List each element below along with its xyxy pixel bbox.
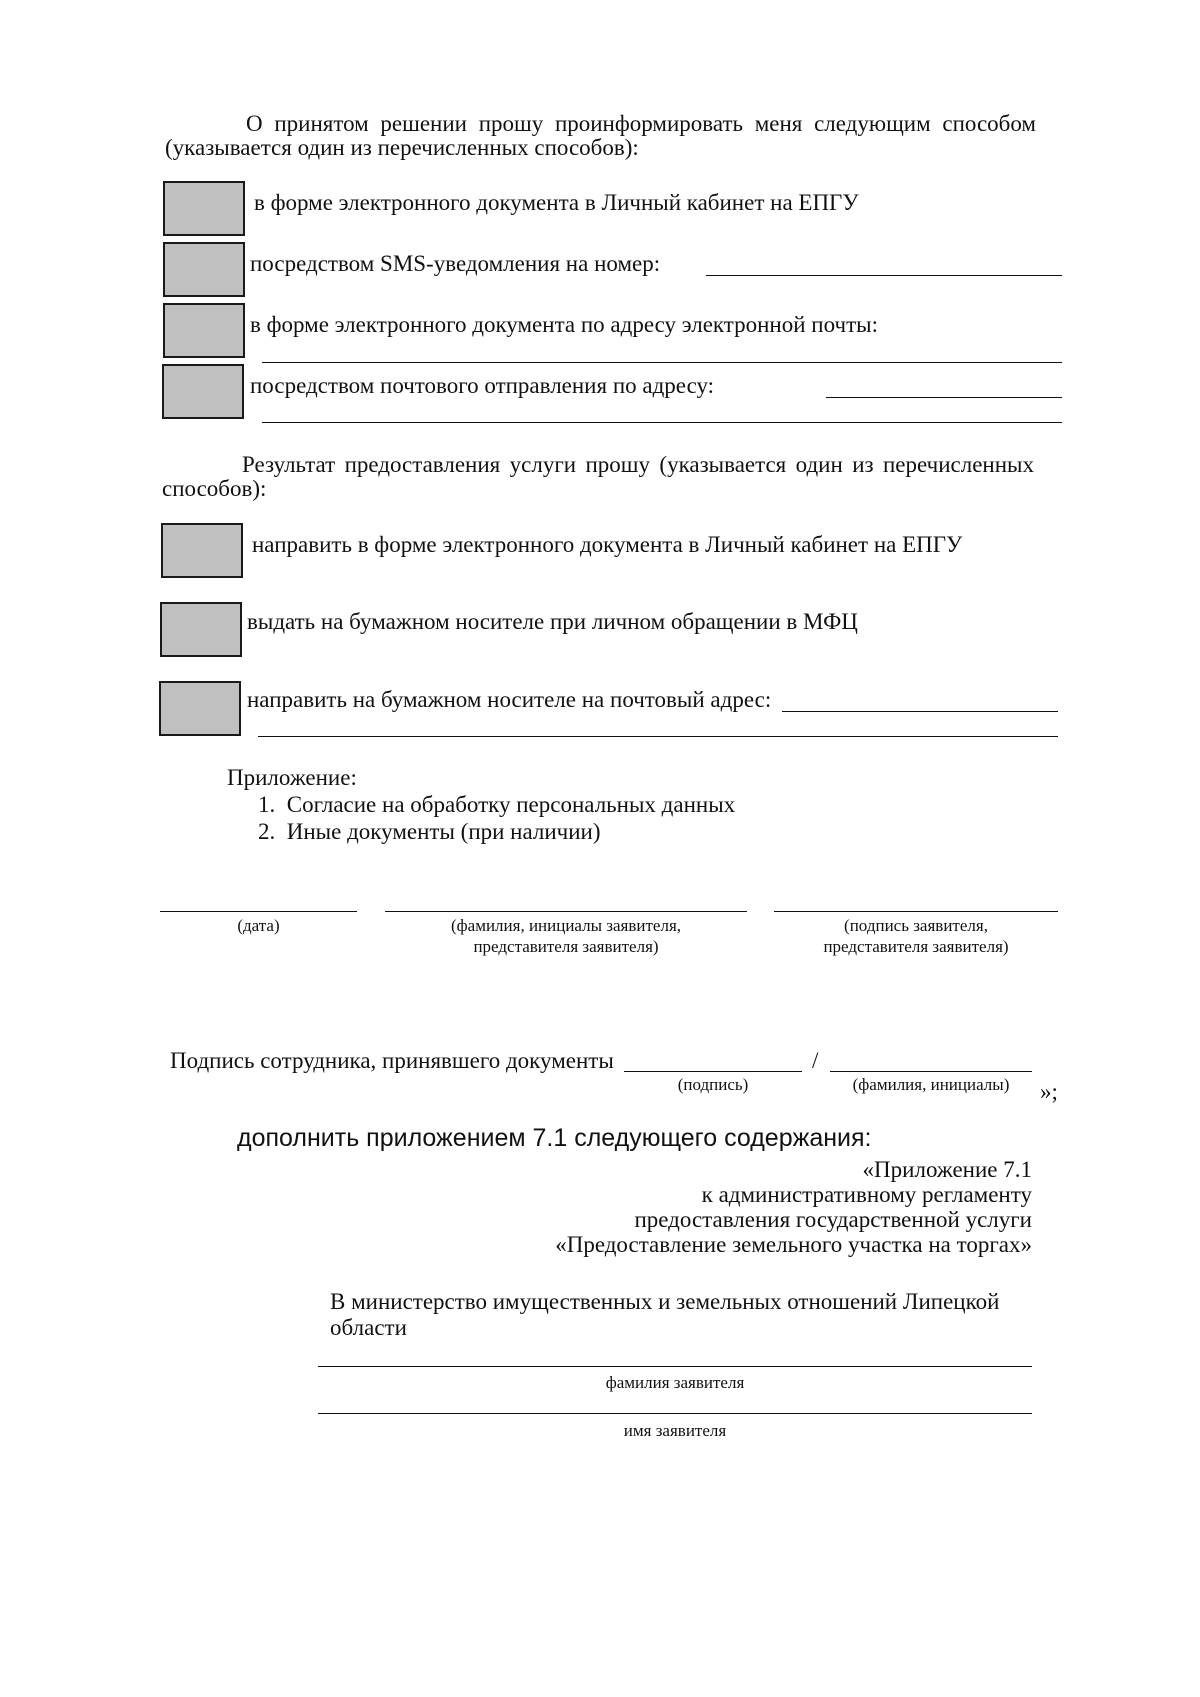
result-option-epgu-checkbox[interactable] (161, 523, 243, 578)
postal-address-field-1[interactable] (826, 397, 1062, 398)
result-intro-line1: Результат предоставления услуги прошу (указывается один из перечисленных (242, 452, 1034, 477)
notify-option-epgu-checkbox[interactable] (163, 181, 245, 236)
result-option-mfc-checkbox[interactable] (160, 602, 242, 657)
postal-address-field-2[interactable] (262, 422, 1062, 423)
attachment-item-consent: 1. Согласие на обработку персональных данных (258, 792, 736, 817)
addressee-line2: области (330, 1315, 407, 1340)
staff-signature-label: Подпись сотрудника, принявшего документы (170, 1048, 614, 1073)
applicant-name-field-input[interactable] (318, 1413, 1032, 1414)
notify-option-epgu-label: в форме электронного документа в Личный кабинет на ЕПГУ (254, 190, 859, 215)
appendix-header-line2: к административному регламенту (701, 1182, 1032, 1207)
result-option-epgu-label: направить в форме электронного документа в Личный кабинет на ЕПГУ (252, 532, 963, 557)
staff-name-caption: (фамилия, инициалы) (852, 1075, 1010, 1094)
notify-option-sms-label: посредством SMS-уведомления на номер: (250, 251, 661, 276)
staff-sign-caption: (подпись) (677, 1075, 749, 1094)
addressee-line1: В министерство имущественных и земельных отношений Липецкой (330, 1289, 1000, 1314)
notify-option-email-label: в форме электронного документа по адресу электронной почты: (250, 312, 878, 337)
result-option-post-label: направить на бумажном носителе на почтовый адрес: (247, 687, 772, 712)
applicant-surname-caption: фамилия заявителя (605, 1373, 745, 1392)
date-field[interactable] (160, 911, 357, 912)
result-intro-line2: способов): (162, 476, 267, 501)
notify-option-sms-checkbox[interactable] (163, 242, 245, 297)
notify-option-post-checkbox[interactable] (162, 364, 244, 419)
appendix-header-line4: «Предоставление земельного участка на торгах» (555, 1232, 1032, 1257)
notify-option-email-checkbox[interactable] (163, 303, 245, 358)
notify-intro-line2: (указывается один из перечисленных способов): (165, 135, 639, 160)
sms-number-field[interactable] (706, 275, 1062, 276)
result-option-mfc-label: выдать на бумажном носителе при личном обращении в МФЦ (247, 609, 858, 634)
staff-name-field[interactable] (830, 1071, 1032, 1072)
date-caption: (дата) (237, 916, 280, 935)
amendment-text: дополнить приложением 7.1 следующего содержания: (237, 1124, 872, 1152)
staff-signature-field[interactable] (624, 1071, 802, 1072)
sign-caption-line1: (подпись заявителя, (844, 916, 988, 935)
applicant-name-caption: имя заявителя (623, 1421, 727, 1440)
name-caption-line2: представителя заявителя) (473, 937, 659, 956)
result-postal-address-field-1[interactable] (782, 711, 1058, 712)
applicant-surname-field[interactable] (318, 1366, 1032, 1367)
appendix-header-line1: «Приложение 7.1 (862, 1157, 1032, 1182)
attachments-title: Приложение: (227, 765, 357, 790)
appendix-header-line3: предоставления государственной услуги (634, 1207, 1032, 1232)
attachment-item-other: 2. Иные документы (при наличии) (258, 819, 601, 844)
notify-intro-line1: О принятом решении прошу проинформировать меня следующим способом (246, 111, 1036, 136)
result-postal-address-field-2[interactable] (258, 736, 1058, 737)
sign-caption-line2: представителя заявителя) (823, 937, 1009, 956)
name-caption-line1: (фамилия, инициалы заявителя, (450, 916, 682, 935)
notify-option-post-label: посредством почтового отправления по адресу: (250, 373, 715, 398)
applicant-signature-field[interactable] (774, 911, 1058, 912)
email-address-field[interactable] (262, 362, 1062, 363)
result-option-post-checkbox[interactable] (159, 681, 241, 736)
closing-quote: »; (1040, 1079, 1058, 1104)
staff-slash: / (812, 1048, 819, 1073)
applicant-name-field[interactable] (385, 911, 747, 912)
